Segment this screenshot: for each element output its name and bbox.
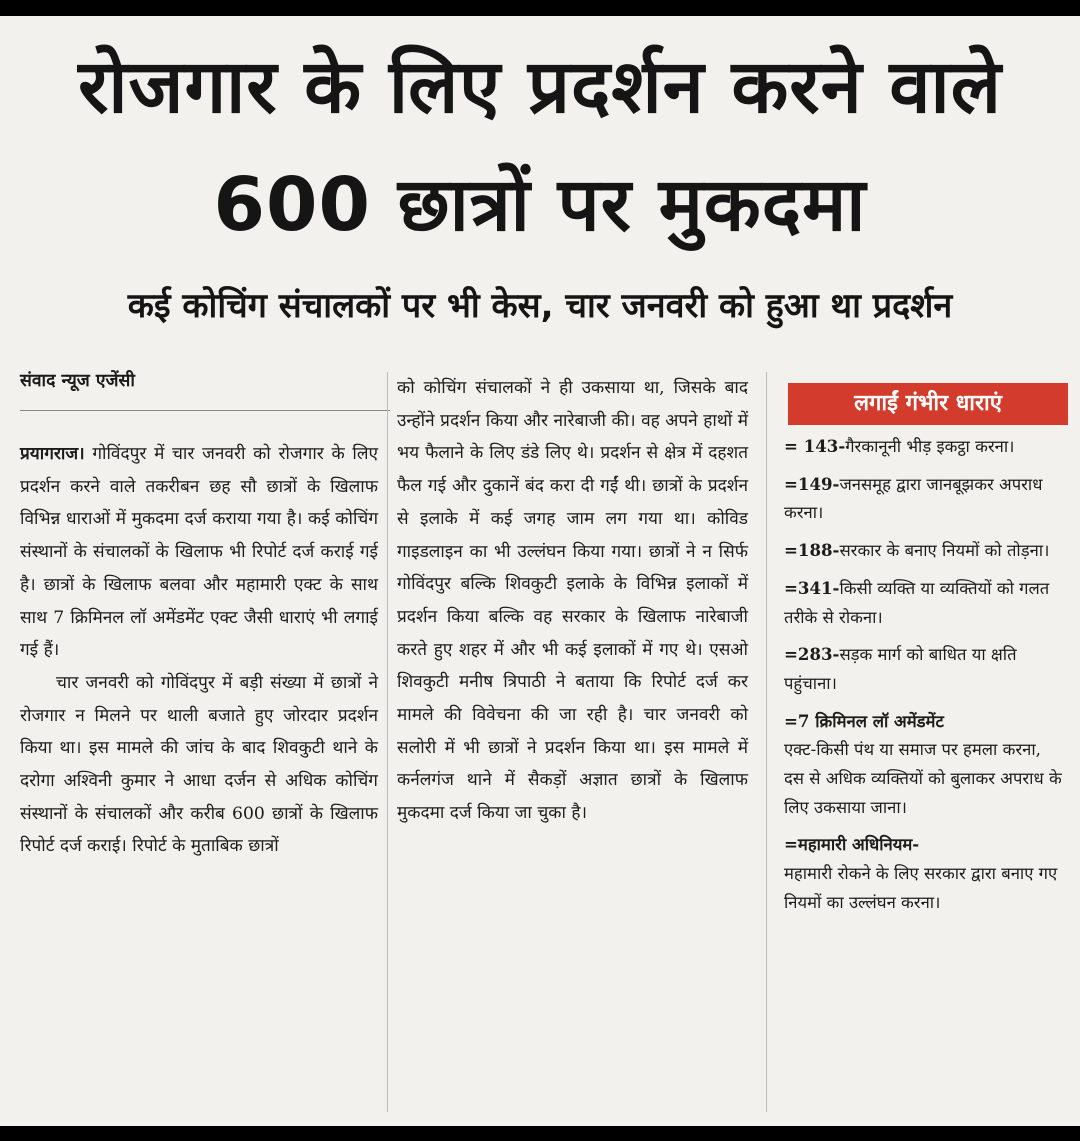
section-number: =7 क्रिमिनल लॉ अमेंडमेंट xyxy=(784,710,944,731)
section-description: महामारी रोकने के लिए सरकार द्वारा बनाए गए नियमों का उल्लंघन करना। xyxy=(784,864,1058,912)
section-number: =महामारी अधिनियम- xyxy=(784,834,920,855)
article-paragraph-1 xyxy=(20,438,378,667)
bottom-frame-bar xyxy=(0,1126,1080,1141)
article-column-1 xyxy=(20,438,378,863)
sidebar-item xyxy=(784,536,1066,566)
sidebar-title: लगाईं गंभीर धाराएं xyxy=(788,383,1068,425)
headline: रोजगार के लिए प्रदर्शन करने वाले 600 छात्रों पर मुकदमा xyxy=(78,44,1002,248)
paragraph-1-text: गोविंदपुर में चार जनवरी को रोजगार के लिए प्रदर्शन करने वाले तकरीबन छह सौ छात्रों के खिलाफ विभिन्न धाराओं में मुकदमा दर्ज कराया गया है। कई कोचिंग संस्थानों के संचालकों के खिलाफ भी रिपोर्ट दर्ज कराई गई है। छात्रों के खिलाफ बलवा और महामारी एक्ट के साथ साथ 7 क्रिमिनल लॉ अमेंडमेंट एक्ट जैसी धाराएं भी लगाई गई हैं। xyxy=(20,444,379,661)
section-number: = 143- xyxy=(784,436,846,456)
column-divider-1 xyxy=(387,372,388,1112)
sidebar-item xyxy=(784,432,1066,462)
sidebar-item xyxy=(784,574,1066,632)
section-description: सरकार के बनाए नियमों को तोड़ना। xyxy=(839,541,1050,561)
subheadline: कई कोचिंग संचालकों पर भी केस, चार जनवरी को हुआ था प्रदर्शन xyxy=(127,286,953,326)
top-frame-bar xyxy=(0,0,1080,16)
section-number: =283- xyxy=(784,644,840,665)
dateline: प्रयागराज। xyxy=(20,444,85,464)
sidebar-item xyxy=(784,640,1066,698)
sidebar-item xyxy=(784,470,1066,528)
section-description: जनसमूह द्वारा जानबूझकर अपराध करना। xyxy=(784,474,1043,523)
article-column-2 xyxy=(397,372,748,830)
section-number: =341- xyxy=(784,577,840,598)
section-description: सड़क मार्ग को बाधित या क्षति पहुंचाना। xyxy=(784,645,1017,693)
section-number: =188- xyxy=(784,540,840,561)
column-divider-2 xyxy=(766,372,767,1112)
section-description: किसी व्यक्ति या व्यक्तियों को गलत तरीके से रोकना। xyxy=(784,578,1050,627)
byline: संवाद न्यूज एजेंसी xyxy=(20,371,135,391)
sidebar-item xyxy=(784,830,1066,917)
sidebar-sections-list xyxy=(784,432,1066,926)
byline-divider xyxy=(20,410,390,411)
section-description: गैरकानूनी भीड़ इकट्ठा करना। xyxy=(845,437,1015,456)
section-number: =149- xyxy=(784,473,840,494)
article-paragraph-3: को कोचिंग संचालकों ने ही उकसाया था, जिसके बाद उन्होंने प्रदर्शन किया और नारेबाजी की। वह अपने हाथों में भय फैलाने के लिए डंडे लिए थे। प्रदर्शन से क्षेत्र में दहशत फैल गई और दुकानें बंद करा दी गईं थी। छात्रों के प्रदर्शन से इलाके में कई जगह जाम लग गया था। कोविड गाइडलाइन का भी उल्लंघन किया गया। छात्रों ने न सिर्फ गोविंदपुर बल्कि शिवकुटी इलाके के विभिन्न इलाकों में प्रदर्शन किया बल्कि वह सरकार के खिलाफ नारेबाजी करते हुए शहर में और भी कई इलाकों में गए थे। एसओ शिवकुटी मनीष त्रिपाठी ने बताया कि रिपोर्ट दर्ज कर मामले की विवेचना की जा रही है। चार जनवरी को सलोरी में भी छात्रों ने प्रदर्शन किया था। इस मामले में कर्नलगंज थाने में सैकड़ों अज्ञात छात्रों के खिलाफ मुकदमा दर्ज किया जा चुका है। xyxy=(397,378,748,824)
article-paragraph-2: चार जनवरी को गोविंदपुर में बड़ी संख्या में छात्रों ने रोजगार न मिलने पर थाली बजाते हुए जोरदार प्रदर्शन किया था। इस मामले की जांच के बाद शिवकुटी थाने के दरोगा अश्विनी कुमार ने आधा दर्जन से अधिक कोचिंग संस्थानों के संचालकों और करीब 600 छात्रों के खिलाफ रिपोर्ट दर्ज कराई। रिपोर्ट के मुताबिक छात्रों xyxy=(20,672,378,857)
sidebar-item xyxy=(784,707,1066,823)
section-description: एक्ट-किसी पंथ या समाज पर हमला करना, दस से अधिक व्यक्तियों को बुलाकर अपराध के लिए उकसाया जाना। xyxy=(784,740,1062,817)
